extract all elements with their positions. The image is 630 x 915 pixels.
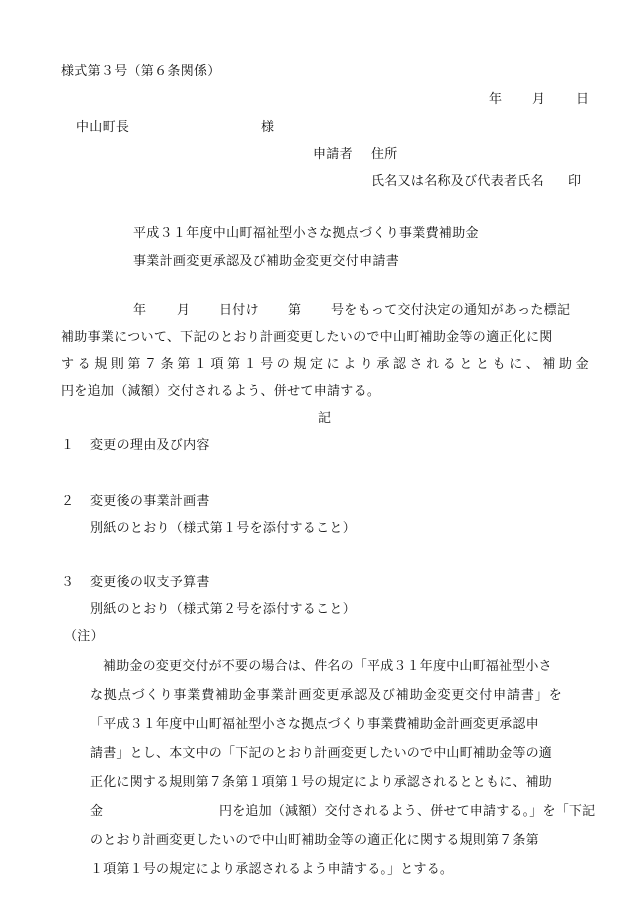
body-year: 年 bbox=[133, 303, 147, 318]
addressee-honorific: 様 bbox=[261, 120, 275, 135]
note-label: （注） bbox=[64, 629, 104, 644]
note-line: 円を追加（減額）交付されるよう、併せて申請する。」を「下記 bbox=[219, 804, 596, 819]
name-label: 氏名又は名称及び代表者氏名 bbox=[371, 174, 544, 189]
body-line2: 補助事業について、下記のとおり計画変更したいので中山町補助金等の適正化に関 bbox=[61, 330, 553, 345]
body-line4: 円を追加（減額）交付されるよう、併せて申請する。 bbox=[61, 384, 381, 399]
note-line: 「平成３１年度中山町福祉型小さな拠点づくり事業費補助金計画変更承認申 bbox=[90, 717, 539, 732]
body-line3: する規則第７条第１項第１号の規定により承認されるとともに、補助金 bbox=[61, 357, 593, 372]
item-2-label: 変更後の事業計画書 bbox=[90, 494, 210, 509]
body-no: 第 bbox=[288, 303, 302, 318]
item-2-detail: 別紙のとおり（様式第１号を添付すること） bbox=[90, 521, 357, 536]
doc-title-line2: 事業計画変更承認及び補助金変更交付申請書 bbox=[133, 254, 400, 269]
note-line: 補助金の変更交付が不要の場合は、件名の「平成３１年度中山町福祉型小さ bbox=[103, 659, 552, 674]
note-line: 金 bbox=[90, 804, 104, 819]
item-3-label: 変更後の収支予算書 bbox=[90, 575, 210, 590]
body-line1-rest: 号をもって交付決定の通知があった標記 bbox=[331, 303, 571, 318]
addressee: 中山町長 bbox=[76, 120, 130, 135]
date-year-label: 年 bbox=[489, 92, 503, 107]
item-1-label: 変更の理由及び内容 bbox=[90, 438, 210, 453]
note-line: 正化に関する規則第７条第１項第１号の規定により承認されるとともに、補助 bbox=[90, 775, 553, 790]
note-line: 請書」とし、本文中の「下記のとおり計画変更したいので中山町補助金等の適 bbox=[90, 746, 553, 761]
item-2-number: ２ bbox=[61, 494, 75, 509]
item-3-detail: 別紙のとおり（様式第２号を添付すること） bbox=[90, 602, 357, 617]
applicant-label: 申請者 bbox=[313, 147, 353, 162]
form-number: 様式第３号（第６条関係） bbox=[61, 64, 221, 79]
item-1-number: １ bbox=[61, 438, 75, 453]
doc-title-line1: 平成３１年度中山町福祉型小さな拠点づくり事業費補助金 bbox=[133, 226, 479, 241]
body-day: 日付け bbox=[219, 303, 259, 318]
note-line: な拠点づくり事業費補助金事業計画変更承認及び補助金変更交付申請書」を bbox=[90, 688, 563, 703]
address-label: 住所 bbox=[371, 147, 398, 162]
note-line: １項第１号の規定により承認されるよう申請する。」とする。 bbox=[90, 862, 454, 877]
date-month-label: 月 bbox=[532, 92, 546, 107]
date-day-label: 日 bbox=[576, 92, 590, 107]
item-3-number: ３ bbox=[61, 575, 75, 590]
ki-heading: 記 bbox=[318, 411, 332, 426]
note-line: のとおり計画変更したいので中山町補助金等の適正化に関する規則第７条第 bbox=[90, 833, 539, 848]
body-month: 月 bbox=[177, 303, 191, 318]
seal-mark: 印 bbox=[568, 174, 582, 189]
